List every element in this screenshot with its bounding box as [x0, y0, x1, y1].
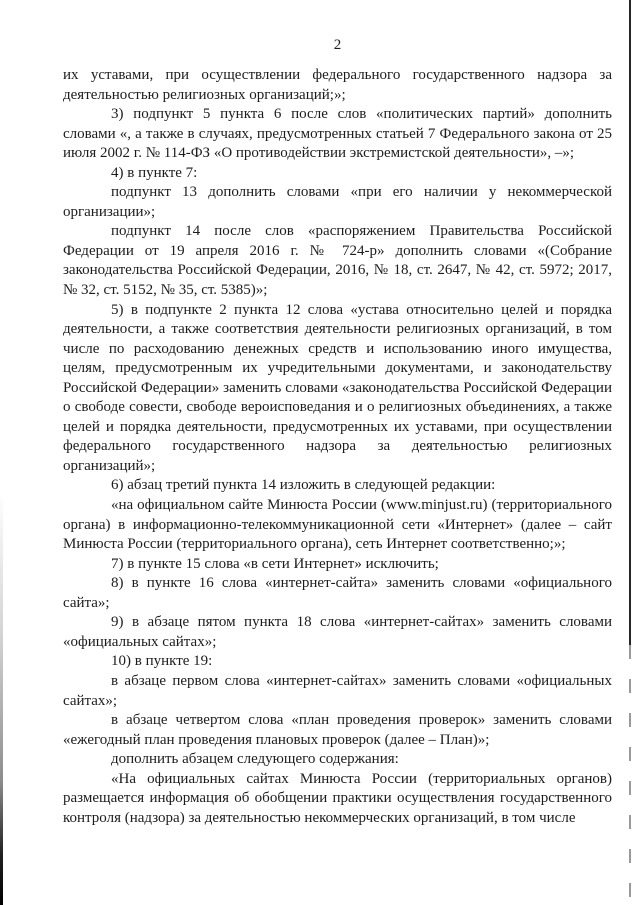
paragraph: 8) в пункте 16 слова «интернет-сайта» заменить словами «официального сайта»; [63, 575, 612, 611]
paragraph: в абзаце первом слова «интернет-сайтах» заменить словами «официальных сайтах»; [63, 672, 612, 709]
document-body [63, 66, 612, 828]
paragraph: «На официальных сайтах Минюста России (территориальных органов) размещается информация об обобщении практики осуществления государственного контроля (надзора) за деятельностью некоммерческих организаций, в том числе [63, 770, 612, 826]
scan-edge-right-dashed-line [629, 645, 631, 905]
paragraph: их уставами, при осуществлении федерального государственного надзора за деятельностью религиозных организаций;»; [63, 67, 612, 103]
paragraph: 4) в пункте 7: [111, 164, 198, 181]
scan-edge-left-line [0, 490, 3, 905]
paragraph: 7) в пункте 15 слова «в сети Интернет» исключить; [111, 555, 439, 572]
paragraph: дополнить абзацем следующего содержания: [111, 751, 399, 768]
paragraph: 6) абзац третий пункта 14 изложить в следующей редакции: [111, 477, 496, 494]
paragraph: подпункт 14 после слов «распоряжением Правительства Российской Федерации от 19 апреля 2016 г. № 724-р» дополнить словами «(Собрание законодательства Российской Федерации, 2016, № 18, ст. 2647, № 42, ст. 5972; 2017, № 32, ст. 5152, № 35, ст. 5385)»; [63, 223, 612, 299]
paragraph: подпункт 13 дополнить словами «при его наличии у некоммерческой организации»; [63, 184, 612, 220]
scan-edge-right-line [629, 0, 631, 645]
paragraph: 9) в абзаце пятом пункта 18 слова «интернет-сайтах» заменить словами «официальных сайтах»; [63, 614, 612, 650]
paragraph: 5) в подпункте 2 пункта 12 слова «устава относительно целей и порядка деятельности, а также соответствия деятельности религиозных организаций, в том числе по расходованию денежных средств и использованию иного имущества, целям, предусмотренным их учредительными документами, и законодательству Российской Федерации» заменить словами «законодательства Российской Федерации о свободе совести, свободе вероисповедания и о религиозных объединениях, а также целей и порядка деятельности, предусмотренных их уставами, при осуществлении федерального государственного надзора за деятельностью религиозных организаций»; [63, 301, 612, 474]
page-number: 2 [333, 37, 342, 53]
paragraph: 10) в пункте 19: [111, 653, 213, 670]
paragraph: 3) подпункт 5 пункта 6 после слов «политических партий» дополнить словами «, а также в случаях, предусмотренных статьей 7 Федерального закона от 25 июля 2002 г. № 114-ФЗ «О противодействии экстремистской деятельности», –»; [63, 106, 612, 162]
paragraph: «на официальном сайте Минюста России (www.minjust.ru) (территориального органа) в информационно-телекоммуникационной сети «Интернет» (далее – сайт Минюста России (территориального органа), сеть Интернет соответственно;»; [63, 497, 612, 553]
paragraph: в абзаце четвертом слова «план проведения проверок» заменить словами «ежегодный план проведения плановых проверок (далее – План)»; [63, 712, 612, 748]
